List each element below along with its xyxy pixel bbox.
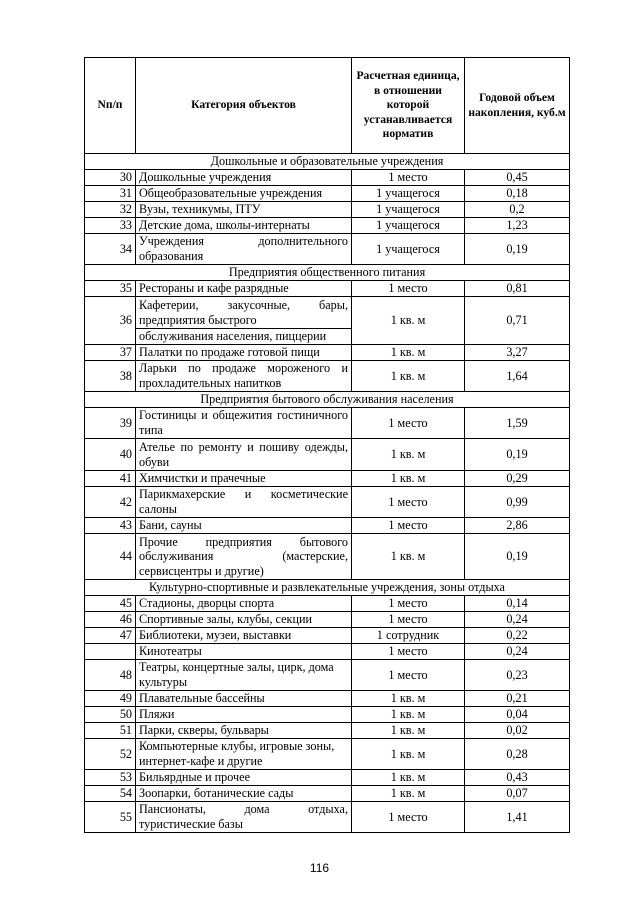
row-number: 48 <box>85 660 136 691</box>
row-number: 30 <box>85 170 136 186</box>
row-number <box>85 644 136 660</box>
row-unit: 1 кв. м <box>352 439 465 471</box>
header-volume: Годовой объем накопления, куб.м <box>465 58 570 154</box>
row-volume: 0,71 <box>465 297 570 345</box>
row-category: Пансионаты, дома отдыха, туристические базы <box>136 802 352 833</box>
section-title: Культурно-спортивные и развлекательные учреждения, зоны отдыха <box>85 580 570 596</box>
row-category: Гостиницы и общежития гостиничного типа <box>136 408 352 439</box>
row-unit: 1 кв. м <box>352 691 465 707</box>
table-row <box>85 786 570 802</box>
row-number: 54 <box>85 786 136 802</box>
row-category: Плавательные бассейны <box>136 691 352 707</box>
row-category: Палатки по продаже готовой пищи <box>136 345 352 361</box>
table-row <box>85 596 570 612</box>
table-row <box>85 170 570 186</box>
row-number: 38 <box>85 361 136 392</box>
row-category: Ателье по ремонту и пошиву одежды, обуви <box>136 439 352 471</box>
row-volume: 0,19 <box>465 234 570 265</box>
row-unit: 1 кв. м <box>352 534 465 580</box>
section-row <box>85 392 570 408</box>
row-unit: 1 кв. м <box>352 471 465 487</box>
row-category: Химчистки и прачечные <box>136 471 352 487</box>
table-row <box>85 202 570 218</box>
row-volume: 1,23 <box>465 218 570 234</box>
row-category: Зоопарки, ботанические сады <box>136 786 352 802</box>
row-unit: 1 кв. м <box>352 297 465 345</box>
row-category: Рестораны и кафе разрядные <box>136 281 352 297</box>
row-number: 55 <box>85 802 136 833</box>
row-number: 43 <box>85 518 136 534</box>
row-category: Учреждения дополнительного образования <box>136 234 352 265</box>
row-unit: 1 кв. м <box>352 707 465 723</box>
row-volume: 0,02 <box>465 723 570 739</box>
row-category: Компьютерные клубы, игровые зоны, интернет-кафе и другие <box>136 739 352 770</box>
row-category: Ларьки по продаже мороженого и прохладительных напитков <box>136 361 352 392</box>
row-number: 36 <box>85 297 136 345</box>
table-row <box>85 439 570 471</box>
table-row <box>85 660 570 691</box>
row-volume: 1,59 <box>465 408 570 439</box>
table-row <box>85 628 570 644</box>
row-unit: 1 кв. м <box>352 345 465 361</box>
row-unit: 1 место <box>352 802 465 833</box>
table-row <box>85 612 570 628</box>
row-unit: 1 место <box>352 644 465 660</box>
row-category: Кафетерии, закусочные, бары, предприятия быстрого <box>136 297 352 329</box>
row-category: Бильярдные и прочее <box>136 770 352 786</box>
row-number: 33 <box>85 218 136 234</box>
section-row <box>85 265 570 281</box>
table-row <box>85 770 570 786</box>
row-unit: 1 учащегося <box>352 234 465 265</box>
row-category: Прочие предприятия бытового обслуживания (мастерские, сервисцентры и другие) <box>136 534 352 580</box>
row-volume: 3,27 <box>465 345 570 361</box>
table-row <box>85 802 570 833</box>
row-unit: 1 место <box>352 596 465 612</box>
row-number: 35 <box>85 281 136 297</box>
norms-table <box>84 57 570 833</box>
table-row <box>85 739 570 770</box>
row-number: 51 <box>85 723 136 739</box>
row-category: Спортивные залы, клубы, секции <box>136 612 352 628</box>
row-volume: 2,86 <box>465 518 570 534</box>
row-unit: 1 учащегося <box>352 186 465 202</box>
row-unit: 1 место <box>352 487 465 518</box>
page-number: 116 <box>309 861 330 875</box>
section-row <box>85 580 570 596</box>
row-number: 31 <box>85 186 136 202</box>
row-volume: 1,41 <box>465 802 570 833</box>
section-row <box>85 154 570 170</box>
table-row <box>85 281 570 297</box>
row-volume: 0,14 <box>465 596 570 612</box>
table-row <box>85 186 570 202</box>
table-body <box>85 154 570 833</box>
row-number: 37 <box>85 345 136 361</box>
section-title: Предприятия бытового обслуживания населения <box>85 392 570 408</box>
row-number: 46 <box>85 612 136 628</box>
row-number: 39 <box>85 408 136 439</box>
row-volume: 1,64 <box>465 361 570 392</box>
row-number: 34 <box>85 234 136 265</box>
row-volume: 0,28 <box>465 739 570 770</box>
row-category: Кинотеатры <box>136 644 352 660</box>
row-volume: 0,04 <box>465 707 570 723</box>
table-row <box>85 487 570 518</box>
row-category: Парикмахерские и косметические салоны <box>136 487 352 518</box>
section-title: Дошкольные и образовательные учреждения <box>85 154 570 170</box>
row-unit: 1 учащегося <box>352 202 465 218</box>
table-header <box>85 58 570 154</box>
section-title: Предприятия общественного питания <box>85 265 570 281</box>
table-row <box>85 345 570 361</box>
row-unit: 1 кв. м <box>352 739 465 770</box>
row-category: Стадионы, дворцы спорта <box>136 596 352 612</box>
row-unit: 1 место <box>352 281 465 297</box>
row-category: Дошкольные учреждения <box>136 170 352 186</box>
row-volume: 0,45 <box>465 170 570 186</box>
row-volume: 0,43 <box>465 770 570 786</box>
row-category: Общеобразовательные учреждения <box>136 186 352 202</box>
row-unit: 1 место <box>352 612 465 628</box>
row-unit: 1 сотрудник <box>352 628 465 644</box>
row-unit: 1 место <box>352 660 465 691</box>
row-category: Театры, концертные залы, цирк, дома культуры <box>136 660 352 691</box>
header-number: Nп/п <box>85 58 136 154</box>
row-volume: 0,22 <box>465 628 570 644</box>
row-unit: 1 кв. м <box>352 770 465 786</box>
table-row <box>85 218 570 234</box>
row-unit: 1 место <box>352 408 465 439</box>
row-number: 40 <box>85 439 136 471</box>
row-number: 47 <box>85 628 136 644</box>
table-row <box>85 691 570 707</box>
row-number: 50 <box>85 707 136 723</box>
table-row <box>85 534 570 580</box>
row-unit: 1 кв. м <box>352 723 465 739</box>
row-volume: 0,24 <box>465 612 570 628</box>
row-volume: 0,24 <box>465 644 570 660</box>
row-category: Бани, сауны <box>136 518 352 534</box>
row-volume: 0,18 <box>465 186 570 202</box>
row-number: 41 <box>85 471 136 487</box>
row-volume: 0,07 <box>465 786 570 802</box>
table-row <box>85 297 570 329</box>
header-category: Категория объектов <box>136 58 352 154</box>
row-number: 45 <box>85 596 136 612</box>
row-category-continuation: обслуживания населения, пиццерии <box>136 329 352 345</box>
row-number: 53 <box>85 770 136 786</box>
row-category: Вузы, техникумы, ПТУ <box>136 202 352 218</box>
row-unit: 1 место <box>352 170 465 186</box>
table-row <box>85 471 570 487</box>
row-unit: 1 место <box>352 518 465 534</box>
row-volume: 0,21 <box>465 691 570 707</box>
row-number: 52 <box>85 739 136 770</box>
table-row <box>85 723 570 739</box>
header-unit: Расчетная единица, в отношении которой устанавливается норматив <box>352 58 465 154</box>
row-number: 42 <box>85 487 136 518</box>
row-category: Библиотеки, музеи, выставки <box>136 628 352 644</box>
row-unit: 1 кв. м <box>352 786 465 802</box>
row-number: 44 <box>85 534 136 580</box>
row-volume: 0,81 <box>465 281 570 297</box>
row-volume: 0,2 <box>465 202 570 218</box>
table-row <box>85 408 570 439</box>
row-volume: 0,29 <box>465 471 570 487</box>
row-unit: 1 учащегося <box>352 218 465 234</box>
table-row <box>85 644 570 660</box>
row-number: 49 <box>85 691 136 707</box>
row-volume: 0,19 <box>465 439 570 471</box>
table-row <box>85 518 570 534</box>
row-volume: 0,99 <box>465 487 570 518</box>
row-unit: 1 кв. м <box>352 361 465 392</box>
row-category: Детские дома, школы-интернаты <box>136 218 352 234</box>
row-number: 32 <box>85 202 136 218</box>
row-category: Пляжи <box>136 707 352 723</box>
table-row <box>85 361 570 392</box>
row-volume: 0,23 <box>465 660 570 691</box>
table-row <box>85 234 570 265</box>
table-row <box>85 707 570 723</box>
row-category: Парки, скверы, бульвары <box>136 723 352 739</box>
row-volume: 0,19 <box>465 534 570 580</box>
